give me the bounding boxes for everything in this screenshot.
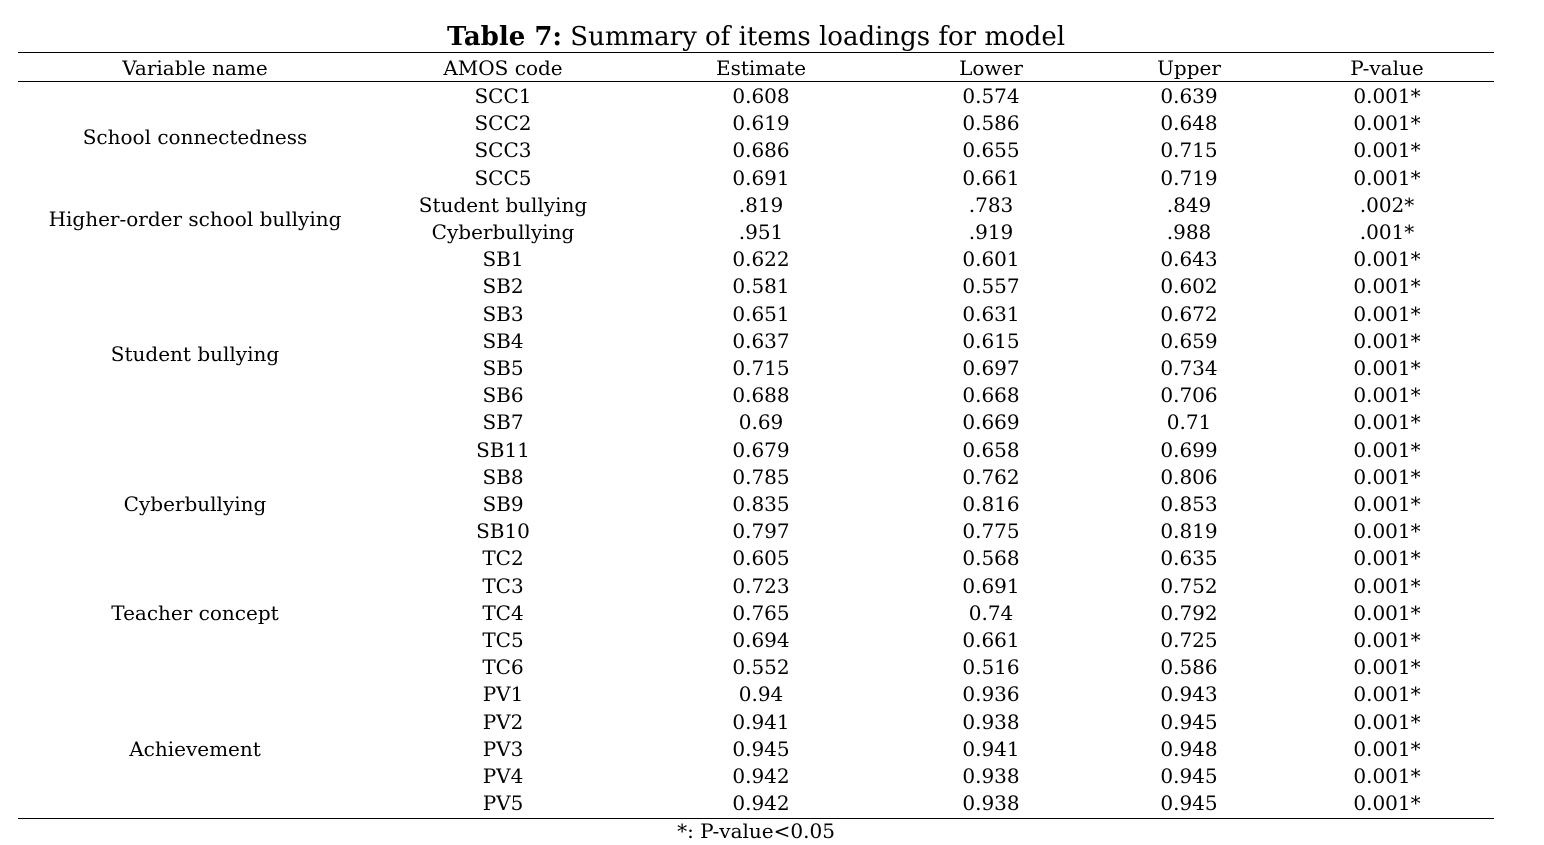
upper-cell: 0.659 — [1160, 328, 1218, 353]
p-value-cell: 0.001* — [1353, 165, 1421, 190]
p-value-cell: 0.001* — [1353, 791, 1421, 816]
lower-cell: 0.941 — [962, 736, 1020, 761]
estimate-cell: 0.622 — [732, 247, 790, 272]
p-value-cell: 0.001* — [1353, 410, 1421, 435]
p-value-cell: 0.001* — [1353, 682, 1421, 707]
variable-name-cell: School connectedness — [82, 125, 308, 149]
lower-cell: .919 — [968, 220, 1014, 244]
p-value-cell: 0.001* — [1353, 492, 1421, 516]
p-value-cell: 0.001* — [1353, 383, 1421, 408]
estimate-cell: 0.637 — [732, 328, 790, 353]
lower-cell: 0.775 — [962, 519, 1020, 544]
upper-cell: 0.699 — [1160, 437, 1218, 462]
amos-code-cell: PV2 — [482, 709, 524, 734]
p-value-cell: 0.001* — [1353, 573, 1421, 598]
estimate-cell: 0.581 — [732, 274, 790, 299]
amos-code-cell: SCC2 — [474, 111, 532, 136]
table-caption-text: Summary of items loadings for model — [570, 22, 1066, 52]
amos-code-cell: PV5 — [482, 791, 524, 816]
amos-code-cell: Student bullying — [418, 192, 588, 217]
upper-cell: 0.943 — [1160, 682, 1218, 707]
amos-code-cell: TC4 — [482, 600, 524, 625]
estimate-cell: 0.797 — [732, 519, 790, 544]
amos-code-cell: PV1 — [482, 682, 524, 707]
p-value-cell: 0.001* — [1353, 655, 1421, 680]
variable-name-cell: Student bullying — [110, 342, 280, 367]
p-value-cell: 0.001* — [1353, 247, 1421, 272]
lower-cell: 0.938 — [962, 764, 1020, 788]
amos-code-cell: TC6 — [482, 655, 524, 680]
lower-cell: 0.762 — [962, 464, 1020, 489]
estimate-cell: 0.945 — [732, 736, 790, 761]
upper-cell: 0.586 — [1160, 655, 1218, 680]
table-caption-label: Table 7: — [446, 22, 563, 52]
column-header-estimate: Estimate — [715, 56, 807, 80]
upper-cell: 0.706 — [1160, 383, 1218, 408]
variable-name-cell: Higher-order school bullying — [48, 206, 342, 231]
lower-cell: 0.661 — [962, 165, 1020, 190]
table-top-rule — [18, 52, 1494, 53]
upper-cell: 0.734 — [1160, 356, 1218, 380]
column-header-p-value: P-value — [1350, 56, 1424, 80]
amos-code-cell: SB3 — [482, 301, 524, 326]
amos-code-cell: SB2 — [482, 274, 524, 299]
estimate-cell: 0.942 — [732, 791, 790, 816]
variable-name-cell: Teacher concept — [111, 601, 279, 626]
lower-cell: 0.574 — [962, 84, 1020, 108]
column-header-amos-code: AMOS code — [443, 56, 563, 80]
estimate-cell: 0.552 — [732, 655, 790, 680]
lower-cell: 0.586 — [962, 111, 1020, 136]
upper-cell: 0.635 — [1160, 546, 1218, 571]
amos-code-cell: PV3 — [482, 736, 524, 761]
p-value-cell: .001* — [1359, 220, 1415, 244]
p-value-cell: 0.001* — [1353, 84, 1421, 108]
amos-code-cell: TC5 — [482, 628, 524, 652]
lower-cell: 0.938 — [962, 709, 1020, 734]
upper-cell: 0.948 — [1160, 736, 1218, 761]
upper-cell: 0.853 — [1160, 492, 1218, 516]
upper-cell: 0.71 — [1166, 410, 1212, 435]
estimate-cell: .951 — [738, 220, 784, 244]
upper-cell: .988 — [1166, 220, 1212, 244]
upper-cell: 0.945 — [1160, 764, 1218, 788]
estimate-cell: 0.691 — [732, 165, 790, 190]
lower-cell: 0.655 — [962, 138, 1020, 163]
estimate-cell: 0.686 — [732, 138, 790, 163]
p-value-cell: 0.001* — [1353, 328, 1421, 353]
estimate-cell: 0.608 — [732, 84, 790, 108]
estimate-cell: 0.765 — [732, 600, 790, 625]
estimate-cell: 0.651 — [732, 301, 790, 326]
upper-cell: 0.602 — [1160, 274, 1218, 299]
variable-name-cell: Achievement — [129, 737, 261, 762]
p-value-cell: 0.001* — [1353, 111, 1421, 136]
estimate-cell: .819 — [738, 192, 784, 217]
estimate-cell: 0.715 — [732, 356, 790, 380]
column-header-variable-name: Variable name — [122, 56, 268, 80]
estimate-cell: 0.679 — [732, 437, 790, 462]
table-footnote: *: P-value<0.05 — [677, 819, 835, 843]
lower-cell: 0.816 — [962, 492, 1020, 516]
p-value-cell: 0.001* — [1353, 519, 1421, 544]
lower-cell: 0.938 — [962, 791, 1020, 816]
lower-cell: 0.669 — [962, 410, 1020, 435]
estimate-cell: 0.723 — [732, 573, 790, 598]
variable-name-cell: Cyberbullying — [123, 491, 267, 516]
estimate-cell: 0.694 — [732, 628, 790, 652]
amos-code-cell: SB1 — [482, 247, 524, 272]
amos-code-cell: SB6 — [482, 383, 524, 408]
upper-cell: 0.792 — [1160, 600, 1218, 625]
upper-cell: 0.806 — [1160, 464, 1218, 489]
amos-code-cell: Cyberbullying — [431, 220, 575, 244]
amos-code-cell: SB10 — [476, 519, 530, 544]
p-value-cell: 0.001* — [1353, 764, 1421, 788]
upper-cell: 0.719 — [1160, 165, 1218, 190]
estimate-cell: 0.835 — [732, 492, 790, 516]
estimate-cell: 0.619 — [732, 111, 790, 136]
estimate-cell: 0.94 — [738, 682, 784, 707]
amos-code-cell: SB4 — [482, 328, 524, 353]
lower-cell: 0.557 — [962, 274, 1020, 299]
amos-code-cell: SCC1 — [474, 84, 532, 108]
lower-cell: 0.661 — [962, 628, 1020, 652]
upper-cell: .849 — [1166, 192, 1212, 217]
p-value-cell: 0.001* — [1353, 138, 1421, 163]
amos-code-cell: SB5 — [482, 356, 524, 380]
upper-cell: 0.715 — [1160, 138, 1218, 163]
estimate-cell: 0.942 — [732, 764, 790, 788]
amos-code-cell: SB11 — [476, 437, 530, 462]
amos-code-cell: SCC3 — [474, 138, 532, 163]
p-value-cell: 0.001* — [1353, 736, 1421, 761]
estimate-cell: 0.941 — [732, 709, 790, 734]
upper-cell: 0.639 — [1160, 84, 1218, 108]
upper-cell: 0.945 — [1160, 791, 1218, 816]
lower-cell: 0.615 — [962, 328, 1020, 353]
lower-cell: 0.697 — [962, 356, 1020, 380]
lower-cell: 0.601 — [962, 247, 1020, 272]
estimate-cell: 0.69 — [738, 410, 784, 435]
amos-code-cell: TC2 — [482, 546, 524, 571]
p-value-cell: 0.001* — [1353, 709, 1421, 734]
column-header-lower: Lower — [959, 56, 1023, 80]
amos-code-cell: SB9 — [482, 492, 524, 516]
estimate-cell: 0.785 — [732, 464, 790, 489]
p-value-cell: 0.001* — [1353, 301, 1421, 326]
p-value-cell: 0.001* — [1353, 600, 1421, 625]
lower-cell: 0.668 — [962, 383, 1020, 408]
p-value-cell: 0.001* — [1353, 274, 1421, 299]
p-value-cell: 0.001* — [1353, 356, 1421, 380]
upper-cell: 0.643 — [1160, 247, 1218, 272]
lower-cell: .783 — [968, 192, 1014, 217]
upper-cell: 0.648 — [1160, 111, 1218, 136]
lower-cell: 0.658 — [962, 437, 1020, 462]
upper-cell: 0.672 — [1160, 301, 1218, 326]
lower-cell: 0.631 — [962, 301, 1020, 326]
amos-code-cell: SB8 — [482, 464, 524, 489]
p-value-cell: 0.001* — [1353, 628, 1421, 652]
column-header-upper: Upper — [1157, 56, 1221, 80]
upper-cell: 0.819 — [1160, 519, 1218, 544]
upper-cell: 0.945 — [1160, 709, 1218, 734]
lower-cell: 0.74 — [968, 600, 1014, 625]
p-value-cell: .002* — [1359, 192, 1415, 217]
upper-cell: 0.725 — [1160, 628, 1218, 652]
lower-cell: 0.516 — [962, 655, 1020, 680]
estimate-cell: 0.688 — [732, 383, 790, 408]
p-value-cell: 0.001* — [1353, 546, 1421, 571]
estimate-cell: 0.605 — [732, 546, 790, 571]
p-value-cell: 0.001* — [1353, 437, 1421, 462]
lower-cell: 0.936 — [962, 682, 1020, 707]
header-rule — [18, 81, 1494, 82]
amos-code-cell: PV4 — [482, 764, 524, 788]
table-caption — [0, 20, 1512, 54]
upper-cell: 0.752 — [1160, 573, 1218, 598]
lower-cell: 0.691 — [962, 573, 1020, 598]
lower-cell: 0.568 — [962, 546, 1020, 571]
p-value-cell: 0.001* — [1353, 464, 1421, 489]
amos-code-cell: SB7 — [482, 410, 524, 435]
amos-code-cell: SCC5 — [474, 165, 532, 190]
amos-code-cell: TC3 — [482, 573, 524, 598]
